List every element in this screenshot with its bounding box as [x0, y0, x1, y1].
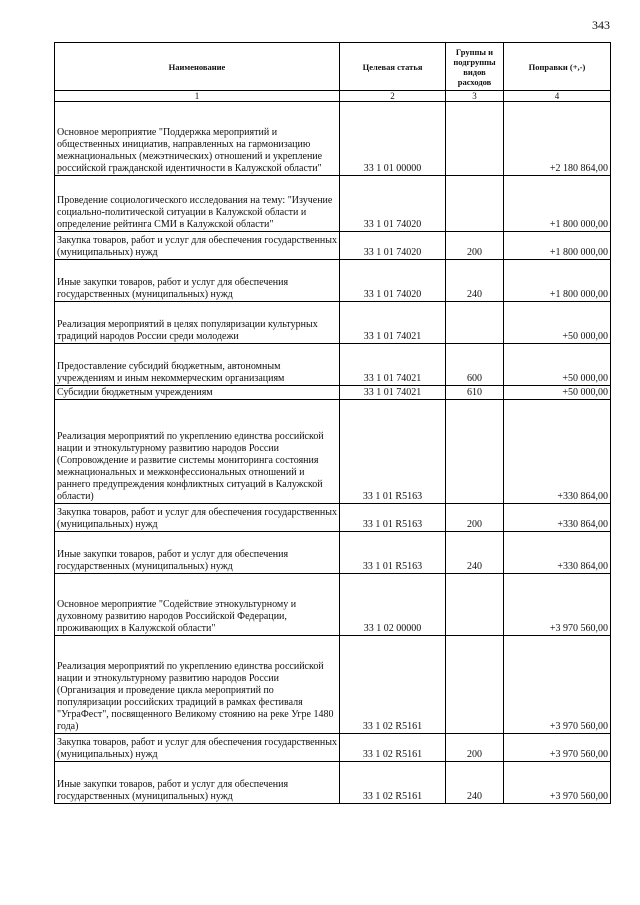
- row-name: Проведение социологического исследования на тему: "Изучение социально-политической ситуации в Калужской области и определение рейтинга СМИ в Калужской области": [55, 176, 340, 232]
- row-code: 33 1 01 74021: [340, 386, 446, 400]
- header-groups: Группы и подгруппы видов расходов: [446, 43, 504, 91]
- row-name: Закупка товаров, работ и услуг для обеспечения государственных (муниципальных) нужд: [55, 504, 340, 532]
- table-row: [55, 734, 611, 762]
- table-row: [55, 504, 611, 532]
- row-code: 33 1 01 74020: [340, 176, 446, 232]
- table-row: [55, 176, 611, 232]
- row-amount: +3 970 560,00: [504, 574, 611, 636]
- column-number: 4: [504, 91, 611, 102]
- row-group: 240: [446, 532, 504, 574]
- row-group: [446, 574, 504, 636]
- row-group: [446, 302, 504, 344]
- header-target: Целевая статья: [340, 43, 446, 91]
- row-group: 240: [446, 762, 504, 804]
- row-group: 200: [446, 504, 504, 532]
- row-name: Реализация мероприятий по укреплению единства российской нации и этнокультурному развитию народов России (Организация и проведение цикла мероприятий по популяризации российских традиций в рамках фестиваля "УграФест", посвященного Великому стоянию на реке Угре 1480 года): [55, 636, 340, 734]
- column-number: 3: [446, 91, 504, 102]
- row-code: 33 1 01 00000: [340, 102, 446, 176]
- row-group: 610: [446, 386, 504, 400]
- row-group: 200: [446, 734, 504, 762]
- row-amount: +2 180 864,00: [504, 102, 611, 176]
- row-name: Иные закупки товаров, работ и услуг для обеспечения государственных (муниципальных) нужд: [55, 260, 340, 302]
- row-code: 33 1 02 R5161: [340, 762, 446, 804]
- row-amount: +1 800 000,00: [504, 260, 611, 302]
- row-name: Закупка товаров, работ и услуг для обеспечения государственных (муниципальных) нужд: [55, 734, 340, 762]
- row-amount: +330 864,00: [504, 400, 611, 504]
- row-name: Основное мероприятие "Содействие этнокультурному и духовному развитию народов Российской Федерации, проживающих в Калужской области": [55, 574, 340, 636]
- row-amount: +1 800 000,00: [504, 176, 611, 232]
- row-amount: +50 000,00: [504, 344, 611, 386]
- header-amendments: Поправки (+,-): [504, 43, 611, 91]
- row-code: 33 1 01 R5163: [340, 532, 446, 574]
- row-group: [446, 636, 504, 734]
- budget-amendments-table: [54, 42, 611, 804]
- table-row: [55, 302, 611, 344]
- row-name: Реализация мероприятий в целях популяризации культурных традиций народов России среди молодежи: [55, 302, 340, 344]
- row-code: 33 1 01 R5163: [340, 504, 446, 532]
- column-number: 2: [340, 91, 446, 102]
- table-row: [55, 532, 611, 574]
- row-amount: +3 970 560,00: [504, 734, 611, 762]
- row-code: 33 1 01 74020: [340, 232, 446, 260]
- row-group: 200: [446, 232, 504, 260]
- table-row: [55, 636, 611, 734]
- row-amount: +330 864,00: [504, 532, 611, 574]
- row-code: 33 1 02 00000: [340, 574, 446, 636]
- table-row: [55, 574, 611, 636]
- row-group: [446, 176, 504, 232]
- row-amount: +50 000,00: [504, 386, 611, 400]
- row-amount: +3 970 560,00: [504, 762, 611, 804]
- row-code: 33 1 01 74021: [340, 302, 446, 344]
- table-row: [55, 232, 611, 260]
- table-row: [55, 344, 611, 386]
- row-group: [446, 400, 504, 504]
- table-row: [55, 400, 611, 504]
- row-name: Закупка товаров, работ и услуг для обеспечения государственных (муниципальных) нужд: [55, 232, 340, 260]
- row-name: Иные закупки товаров, работ и услуг для обеспечения государственных (муниципальных) нужд: [55, 532, 340, 574]
- table-row: [55, 762, 611, 804]
- row-group: 600: [446, 344, 504, 386]
- header-name: Наименование: [55, 43, 340, 91]
- row-name: Реализация мероприятий по укреплению единства российской нации и этнокультурному развитию народов России (Сопровождение и развитие системы мониторинга состояния межнациональных и межконфессиональных отношений и раннего предупреждения конфликтных ситуаций в Калужской области): [55, 400, 340, 504]
- table-row: [55, 386, 611, 400]
- row-name: Субсидии бюджетным учреждениям: [55, 386, 340, 400]
- row-code: 33 1 02 R5161: [340, 734, 446, 762]
- row-name: Предоставление субсидий бюджетным, автономным учреждениям и иным некоммерческим организациям: [55, 344, 340, 386]
- row-code: 33 1 01 74020: [340, 260, 446, 302]
- column-number: 1: [55, 91, 340, 102]
- row-amount: +50 000,00: [504, 302, 611, 344]
- page-number: 343: [592, 18, 610, 32]
- row-name: Основное мероприятие "Поддержка мероприятий и общественных инициатив, направленных на гармонизацию межнациональных (межэтнических) отношений и укрепление российской гражданской идентичности в Калужской области": [55, 102, 340, 176]
- table-row: [55, 102, 611, 176]
- row-code: 33 1 01 74021: [340, 344, 446, 386]
- row-group: [446, 102, 504, 176]
- row-name: Иные закупки товаров, работ и услуг для обеспечения государственных (муниципальных) нужд: [55, 762, 340, 804]
- row-amount: +1 800 000,00: [504, 232, 611, 260]
- table-row: [55, 260, 611, 302]
- row-code: 33 1 02 R5161: [340, 636, 446, 734]
- row-amount: +330 864,00: [504, 504, 611, 532]
- row-group: 240: [446, 260, 504, 302]
- row-amount: +3 970 560,00: [504, 636, 611, 734]
- row-code: 33 1 01 R5163: [340, 400, 446, 504]
